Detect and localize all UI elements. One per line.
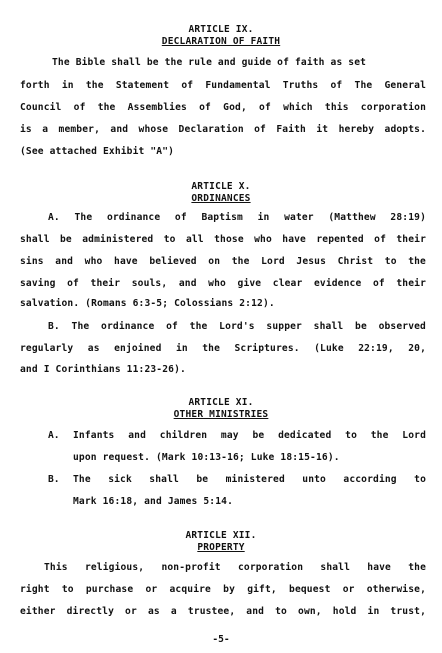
article-9-heading [0, 24, 442, 48]
article-9-title: ARTICLE IX. [188, 24, 254, 35]
article-11-b-line-2: Mark 16:18, and James 5:14. [73, 496, 233, 507]
article-12-line-1: This religious, non-profit corporation shall have the [44, 562, 426, 573]
article-10-a-line-4: saving of their souls, and who give clear evidence of their [20, 278, 426, 289]
article-10-a-line-2: shall be administered to all those who have repented of their [20, 234, 426, 245]
article-11-heading [0, 397, 442, 421]
article-12-heading [0, 530, 442, 554]
article-11-subtitle: OTHER MINISTRIES [173, 409, 269, 420]
article-12-line-3: either directly or as a trustee, and to own, hold in trust, [20, 606, 426, 617]
article-11-a-line-1: Infants and children may be dedicated to the Lord [73, 430, 426, 441]
article-12-title: ARTICLE XII. [185, 530, 257, 541]
article-11-b-marker: B. [48, 474, 60, 485]
article-10-heading [0, 181, 442, 205]
article-11-a-marker: A. [48, 430, 60, 441]
article-12-subtitle: PROPERTY [197, 542, 245, 553]
article-10-a-line-5: salvation. (Romans 6:3-5; Colossians 2:12). [20, 298, 275, 309]
article-10-a-line-3: sins and who have believed on the Lord Jesus Christ to the [20, 256, 426, 267]
article-10-a-line-1: A. The ordinance of Baptism in water (Matthew 28:19) [48, 212, 426, 223]
article-10-b-line-2: regularly as enjoined in the Scriptures. (Luke 22:19, 20, [20, 343, 426, 354]
page-number: -5- [212, 634, 230, 645]
article-10-title: ARTICLE X. [191, 181, 251, 192]
article-11-a-line-2: upon request. (Mark 10:13-16; Luke 18:15-16). [73, 452, 340, 463]
article-9-subtitle: DECLARATION OF FAITH [161, 36, 281, 47]
article-9-line-4: is a member, and whose Declaration of Faith it hereby adopts. [20, 124, 426, 135]
article-10-b-line-3: and I Corinthians 11:23-26). [20, 364, 186, 375]
article-9-line-3: Council of the Assemblies of God, of which this corporation [20, 102, 426, 113]
article-10-b-line-1: B. The ordinance of the Lord's supper shall be observed [48, 321, 426, 332]
article-10-subtitle: ORDINANCES [191, 193, 251, 204]
article-11-title: ARTICLE XI. [188, 397, 254, 408]
article-9-line-1: The Bible shall be the rule and guide of faith as set [52, 57, 367, 68]
article-9-line-2: forth in the Statement of Fundamental Truths of The General [20, 80, 426, 91]
article-9-line-5: (See attached Exhibit "A") [20, 146, 175, 157]
article-12-line-2: right to purchase or acquire by gift, bequest or otherwise, [20, 584, 426, 595]
article-11-b-line-1: The sick shall be ministered unto according to [73, 474, 426, 485]
